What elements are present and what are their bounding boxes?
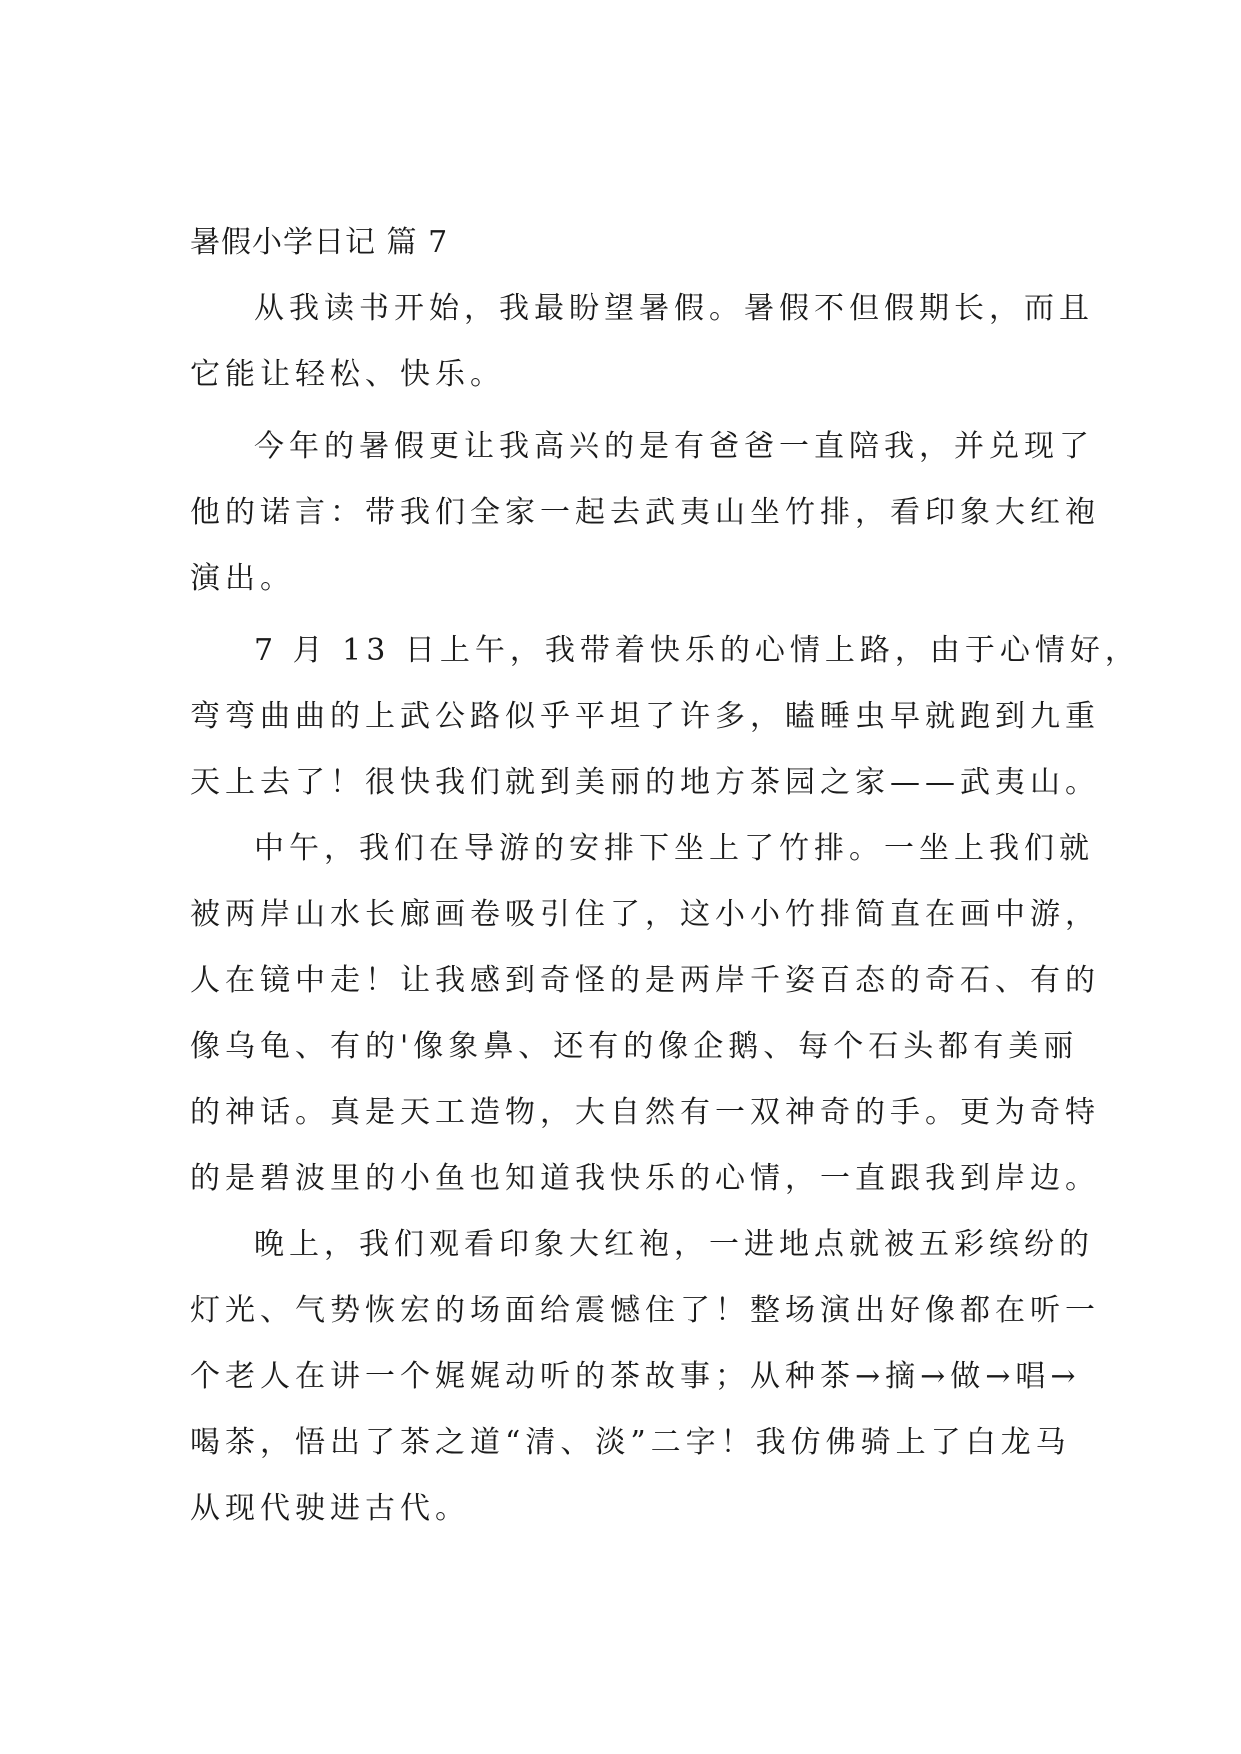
paragraph-line: 今年的暑假更让我高兴的是有爸爸一直陪我，并兑现了: [254, 429, 1094, 464]
paragraph-line: 灯光、气势恢宏的场面给震憾住了！整场演出好像都在听一: [190, 1293, 1100, 1328]
paragraph-line: 他的诺言：带我们全家一起去武夷山坐竹排，看印象大红袍: [190, 495, 1100, 530]
document-body: [190, 218, 1140, 1542]
paragraph-line: 它能让轻松、快乐。: [190, 357, 505, 392]
paragraph-line: 个老人在讲一个娓娓动听的茶故事；从种茶→摘→做→唱→: [190, 1359, 1081, 1394]
paragraph-line: 从我读书开始，我最盼望暑假。暑假不但假期长，而且: [254, 291, 1094, 326]
paragraph-line: 7 月 13 日上午，我带着快乐的心情上路，由于心情好，: [254, 633, 1140, 668]
paragraph-line: 弯弯曲曲的上武公路似乎平坦了许多，瞌睡虫早就跑到九重: [190, 699, 1100, 734]
paragraph-line: 从现代驶进古代。: [190, 1491, 470, 1526]
paragraph-line: 中午，我们在导游的安排下坐上了竹排。一坐上我们就: [254, 831, 1094, 866]
paragraph-line: 被两岸山水长廊画卷吸引住了，这小小竹排简直在画中游，: [190, 897, 1100, 932]
paragraph: [190, 276, 1094, 408]
document-title: 暑假小学日记 篇 7: [190, 225, 449, 260]
paragraph-line: 天上去了！很快我们就到美丽的地方茶园之家——武夷山。: [190, 765, 1100, 800]
paragraph: [190, 618, 1140, 816]
paragraph-line: 喝茶，悟出了茶之道“清、淡”二字！我仿佛骑上了白龙马: [190, 1425, 1071, 1460]
paragraph-line: 人在镜中走！让我感到奇怪的是两岸千姿百态的奇石、有的: [190, 963, 1100, 998]
paragraph-line: 演出。: [190, 561, 295, 596]
paragraph: [190, 816, 1100, 1212]
paragraph-line: 的神话。真是天工造物，大自然有一双神奇的手。更为奇特: [190, 1095, 1100, 1130]
paragraph: [190, 414, 1100, 612]
paragraph-line: 像乌龟、有的'像象鼻、还有的像企鹅、每个石头都有美丽: [190, 1029, 1079, 1064]
paragraph-line: 晚上，我们观看印象大红袍，一进地点就被五彩缤纷的: [254, 1227, 1094, 1262]
paragraph-line: 的是碧波里的小鱼也知道我快乐的心情，一直跟我到岸边。: [190, 1161, 1100, 1196]
paragraph: [190, 1212, 1100, 1542]
